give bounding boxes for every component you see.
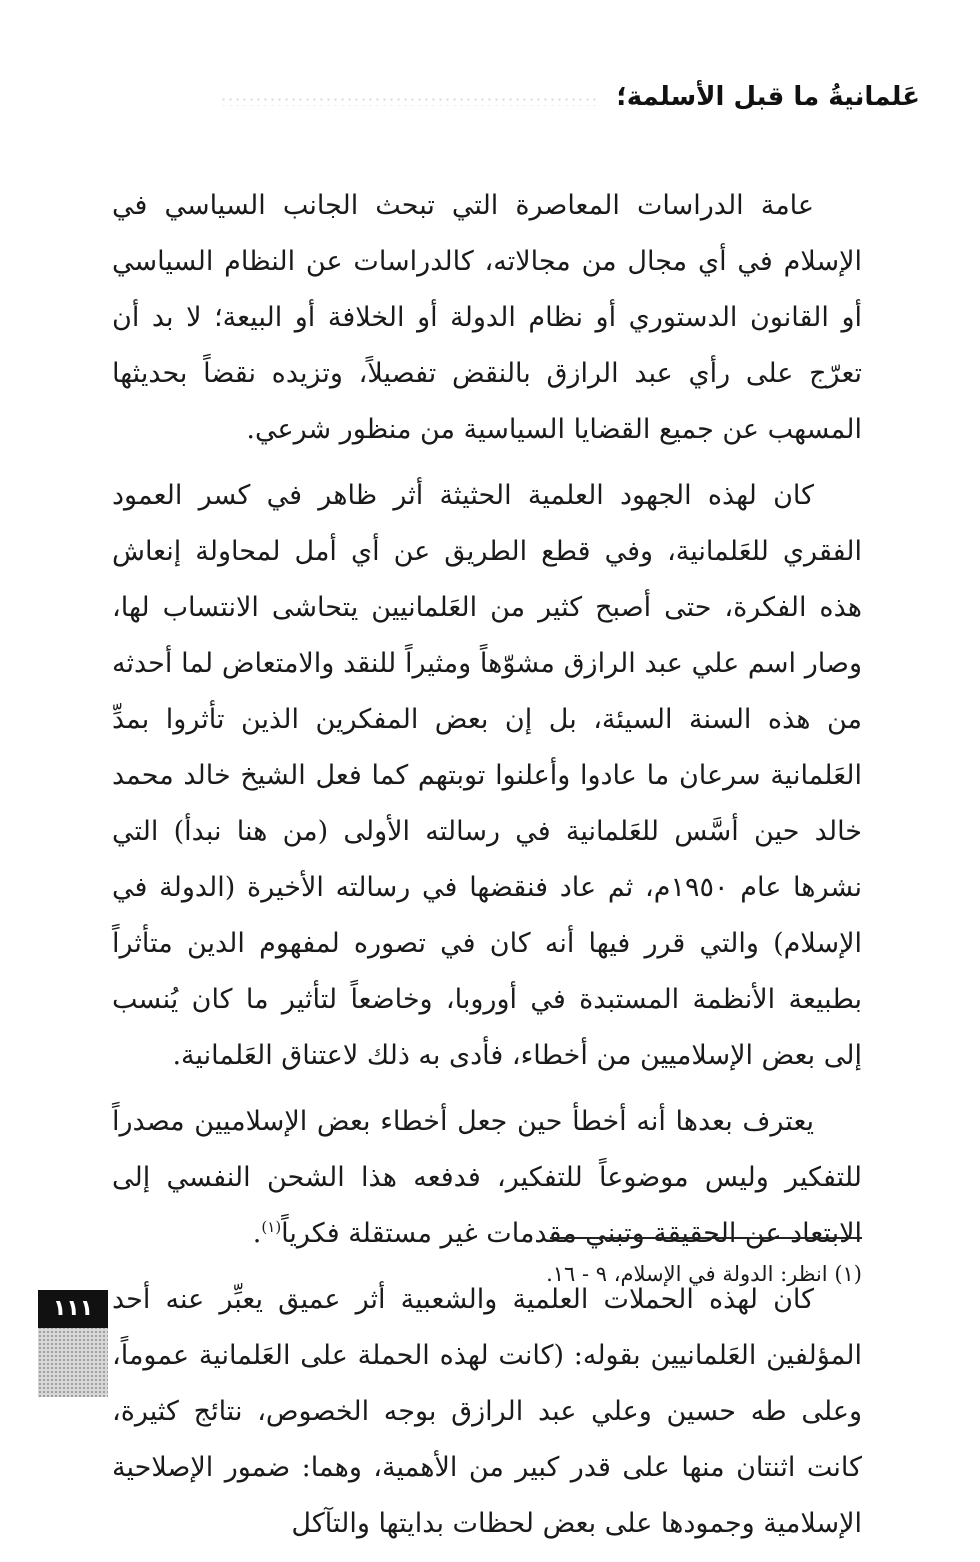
page-number-tab [38,1290,108,1397]
page-number: ١١١ [38,1290,108,1328]
paragraph-3-end: . [252,1218,262,1249]
paragraph-2: كان لهذه الجهود العلمية الحثيثة أثر ظاهر في كسر العمود الفقري للعَلمانية، وفي قطع الطريق عن أي أمل لمحاولة إنعاش هذه الفكرة، حتى أصبح كثير من العَلمانيين يتحاشى الانتساب لها، وصار اسم علي عبد الرازق مشوّهاً ومثيراً للنقد والامتعاض لما أحدثه من هذه السنة السيئة، بل إن بعض المفكرين الذين تأثروا بمدِّ العَلمانية سرعان ما عادوا وأعلنوا توبتهم كما فعل الشيخ خالد محمد خالد حين أسَّس للعَلمانية في رسالته الأولى (من هنا نبدأ) التي نشرها عام ١٩٥٠م، ثم عاد فنقضها في رسالته الأخيرة (الدولة في الإسلام) والتي قرر فيها أنه كان في تصوره لمفهوم الدين متأثراً بطبيعة الأنظمة المستبدة في أوروبا، وخاضعاً لتأثير ما كان يُنسب إلى بعض الإسلاميين من أخطاء، فأدى به ذلك لاعتناق العَلمانية. [112,480,863,1071]
paragraph-3-text: يعترف بعدها أنه أخطأ حين جعل أخطاء بعض الإسلاميين مصدراً للتفكير وليس موضوعاً للتفكير، فدفعه هذا الشحن النفسي إلى الابتعاد عن الحقيقة وتبني مقدمات غير مستقلة فكرياً [112,1106,862,1249]
body-text [112,178,862,1562]
footnote-reference: (١) [261,1218,282,1236]
running-header [240,82,920,122]
footnote: (١) انظر: الدولة في الإسلام، ٩ - ١٦. [546,1262,862,1286]
footnote-divider [550,1237,862,1239]
paragraph-1: عامة الدراسات المعاصرة التي تبحث الجانب السياسي في الإسلام في أي مجال من مجالاته، كالدراسات عن النظام السياسي أو القانون الدستوري أو نظام الدولة أو الخلافة أو البيعة؛ لا بد أن تعرّج على رأي عبد الرازق بالنقض تفصيلاً، وتزيده نقضاً بحديثها المسهب عن جميع القضايا السياسية من منظور شرعي. [112,190,862,445]
running-header-title: عَلمانيةُ ما قبل الأسلمة؛ [616,82,920,112]
header-dotted-ornament [220,96,600,106]
paragraph-4: كان لهذه الحملات العلمية والشعبية أثر عميق يعبِّر عنه أحد المؤلفين العَلمانيين بقوله: (كانت لهذه الحملة على العَلمانية عموماً، وعلى طه حسين وعلي عبد الرازق بوجه الخصوص، نتائج كثيرة، كانت اثنتان منها على قدر كبير من الأهمية، وهما: ضمور الإصلاحية الإسلامية وجمودها على بعض لحظات بدايتها والتآكل [112,1284,862,1539]
